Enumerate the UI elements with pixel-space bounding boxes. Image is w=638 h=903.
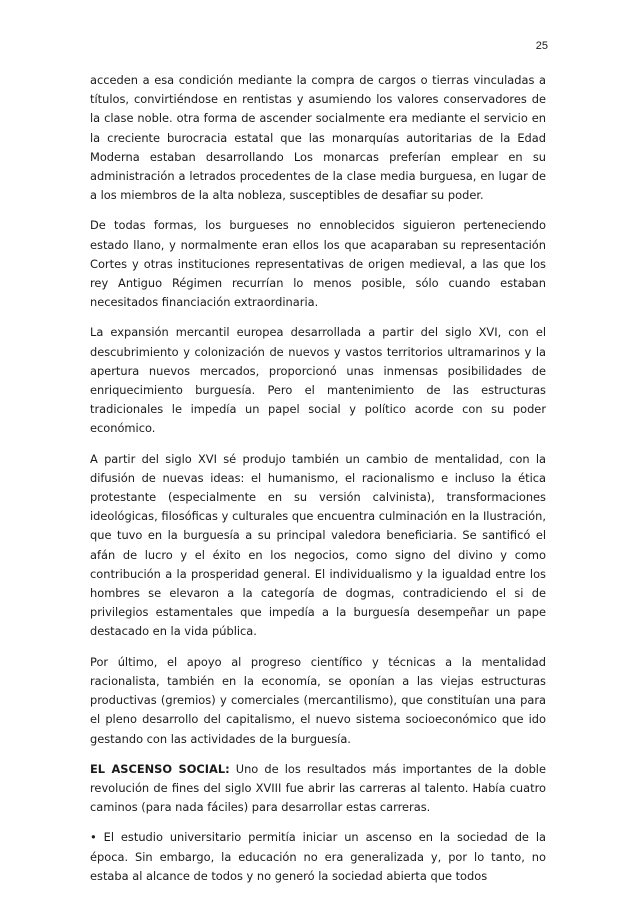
paragraph-2: De todas formas, los burgueses no ennoblecidos siguieron perteneciendo estado llano, y normalmente eran ellos los que acaparaban su representación Cortes y otras instituciones representativas de origen medieval, a las que los rey Antiguo Régimen recurrían lo menos posible, sólo cuando estaban necesitados financiación extraordinaria. [90,218,546,310]
paragraph-4: A partir del siglo XVI sé produjo también un cambio de mentalidad, con la difusión de nuevas ideas: el humanismo, el racionalismo e incluso la ética protestante (especialmente en su versión calvinista), transformaciones ideológicas, filosóficas y culturales que encuentra culminación en la Ilustración, que tuvo en la burguesía a su principal valedora beneficiaria. Se santificó el afán de lucro y el éxito en los negocios, como signo del divino y como contribución a la prosperidad general. El individualismo y la igualdad entre los hombres se elevaron a la categoría de dogmas, contradiciendo el si de privilegios estamentales que impedía a la burguesía desempeñar un pape destacado en la vida pública. [90,451,546,639]
section-heading-text: Uno de los resultados más importantes de la doble revolución de fines del siglo XVIII fue abrir las carreras al talento. Había cuatro caminos (para nada fáciles) para desarrollar estas carreras. [90,761,546,815]
paragraph-3: La expansión mercantil europea desarrollada a partir del siglo XVI, con el descubrimiento y colonización de nuevos y vastos territorios ultramarinos y la apertura nuevos mercados, proporcionó unas inmensas posibilidades de enriquecimiento burguesía. Pero el mantenimiento de las estructuras tradicionales le impedía un papel social y político acorde con su poder económico. [90,325,546,436]
page-number: 25 [535,40,548,52]
paragraph-7: • El estudio universitario permitía iniciar un ascenso en la sociedad de la época. Sin embargo, la educación no era generalizada y, por lo tanto, no estaba al alcance de todos y no generó la sociedad abierta que todos [90,830,546,883]
document-body [90,71,546,897]
section-heading: EL ASCENSO SOCIAL: [90,761,230,776]
paragraph-6 [90,760,546,818]
paragraph-5: Por último, el apoyo al progreso científico y técnicas a la mentalidad racionalista, también en la economía, se oponían a las viejas estructuras productivas (gremios) y comerciales (mercantilismo), que constituían una para el pleno desarrollo del capitalismo, el nuevo sistema socioeconómico que ido gestando con las actividades de la burguesía. [90,654,546,746]
paragraph-1: acceden a esa condición mediante la compra de cargos o tierras vinculadas a títulos, convirtiéndose en rentistas y asumiendo los valores conservadores de la clase noble. otra forma de ascender socialmente era mediante el servicio en la creciente burocracia estatal que las monarquías autoritarias de la Edad Moderna estaban desarrollando Los monarcas preferían emplear en su administración a letrados procedentes de la clase media burguesa, en lugar de a los miembros de la alta nobleza, susceptibles de desafiar su poder. [90,73,546,203]
